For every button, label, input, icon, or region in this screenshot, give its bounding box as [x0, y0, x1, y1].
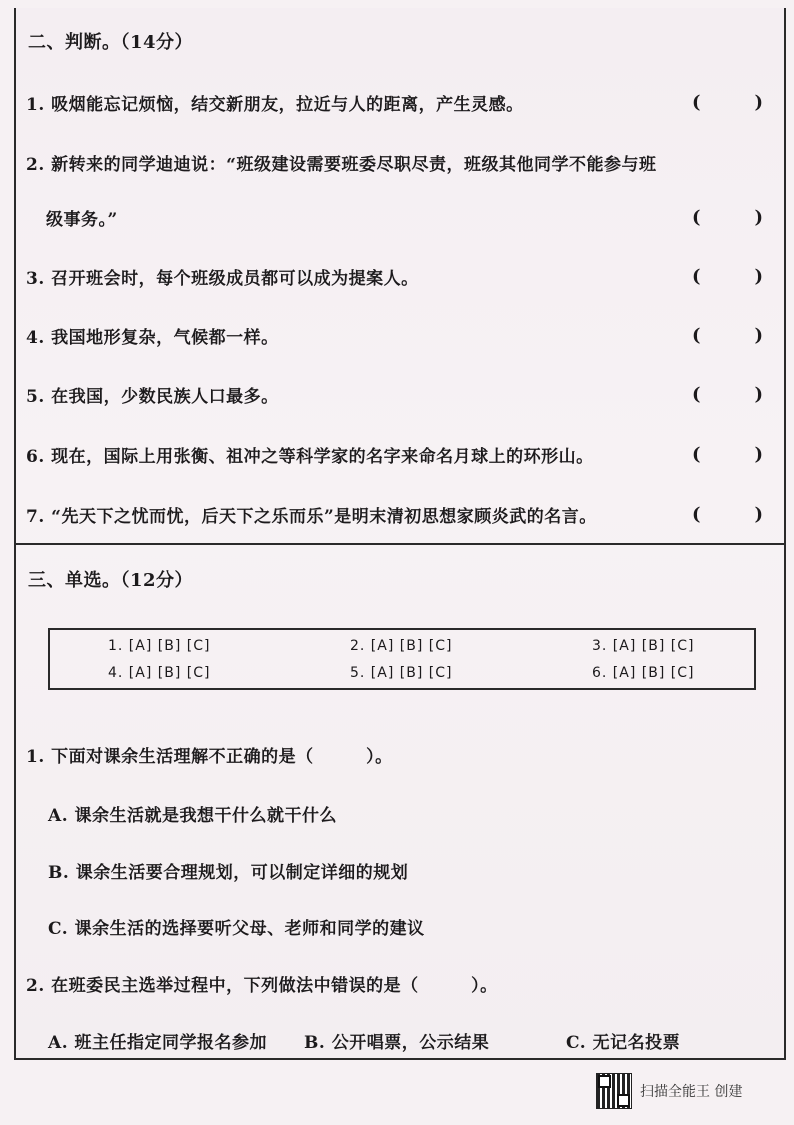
question-2-option-a: A. 班主任指定同学报名参加 — [48, 1033, 268, 1053]
judgment-item-4: 4. 我国地形复杂，气候都一样。 — [26, 328, 279, 348]
section-heading-judgment: 二、判断。（14分） — [28, 32, 194, 53]
answer-sheet-box — [48, 628, 756, 690]
answer-blank-7[interactable]: ( ) — [692, 504, 764, 525]
answer-blank-6[interactable]: ( ) — [692, 444, 764, 465]
judgment-item-2-cont: 级事务。” — [46, 210, 118, 230]
question-2-option-b: B. 公开唱票，公示结果 — [304, 1033, 490, 1053]
judgment-item-7: 7. “先天下之忧而忧，后天下之乐而乐”是明末清初思想家顾炎武的名言。 — [26, 507, 597, 527]
answer-blank-5[interactable]: ( ) — [692, 384, 764, 405]
section-heading-single-choice: 三、单选。（12分） — [28, 570, 194, 591]
question-1-option-b: B. 课余生活要合理规划，可以制定详细的规划 — [48, 863, 409, 883]
scanner-brand-text: 扫描全能王 创建 — [640, 1084, 743, 1100]
answer-cell-6[interactable]: 6. [A] [B] [C] — [592, 665, 695, 681]
answer-blank-1[interactable]: ( ) — [692, 92, 764, 113]
answer-cell-2[interactable]: 2. [A] [B] [C] — [350, 638, 453, 654]
question-1-stem: 1. 下面对课余生活理解不正确的是（ ）。 — [26, 747, 393, 767]
question-1-option-a: A. 课余生活就是我想干什么就干什么 — [48, 806, 338, 826]
qr-code-icon — [596, 1073, 632, 1109]
question-2-stem: 2. 在班委民主选举过程中，下列做法中错误的是（ ）。 — [26, 976, 498, 996]
answer-cell-1[interactable]: 1. [A] [B] [C] — [108, 638, 211, 654]
answer-blank-3[interactable]: ( ) — [692, 266, 764, 287]
judgment-item-6: 6. 现在，国际上用张衡、祖冲之等科学家的名字来命名月球上的环形山。 — [26, 447, 594, 467]
scanner-watermark — [596, 1074, 742, 1108]
question-1-option-c: C. 课余生活的选择要听父母、老师和同学的建议 — [48, 919, 425, 939]
judgment-item-5: 5. 在我国，少数民族人口最多。 — [26, 387, 279, 407]
judgment-item-1: 1. 吸烟能忘记烦恼，结交新朋友，拉近与人的距离，产生灵感。 — [26, 95, 524, 115]
question-2-option-c: C. 无记名投票 — [566, 1033, 681, 1053]
answer-blank-2[interactable]: ( ) — [692, 207, 764, 228]
answer-cell-5[interactable]: 5. [A] [B] [C] — [350, 665, 453, 681]
answer-cell-3[interactable]: 3. [A] [B] [C] — [592, 638, 695, 654]
judgment-item-3: 3. 召开班会时，每个班级成员都可以成为提案人。 — [26, 269, 419, 289]
answer-blank-4[interactable]: ( ) — [692, 325, 764, 346]
answer-cell-4[interactable]: 4. [A] [B] [C] — [108, 665, 211, 681]
judgment-item-2: 2. 新转来的同学迪迪说：“班级建设需要班委尽职尽责，班级其他同学不能参与班 — [26, 155, 657, 175]
section-divider — [14, 543, 786, 545]
